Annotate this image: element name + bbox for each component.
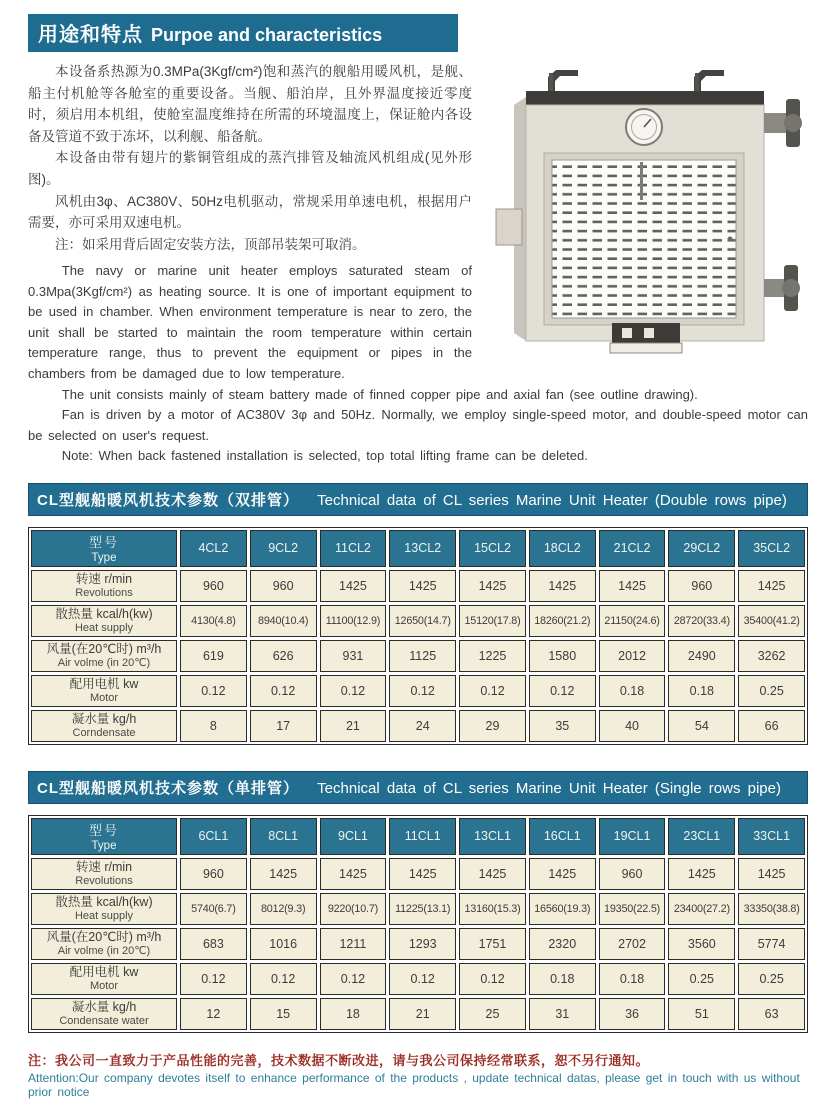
table-value-cell: 28720(33.4)	[668, 605, 735, 637]
table-row-label-cell: 凝水量 kg/h Condensate water	[31, 998, 177, 1030]
table-value-cell: 29	[459, 710, 526, 742]
table-value-cell: 8940(10.4)	[250, 605, 317, 637]
table-value-cell: 12	[180, 998, 247, 1030]
intro-zh-note: 注：如采用背后固定安装方法，顶部吊装架可取消。	[55, 236, 366, 252]
table-value-cell: 31	[529, 998, 596, 1030]
table-value-cell: 0.18	[599, 963, 666, 995]
table-value-cell: 1425	[668, 858, 735, 890]
table-value-cell: 0.12	[529, 675, 596, 707]
table2-title-zh: CL型舰船暖风机技术参数（单排管）	[37, 779, 299, 797]
table-value-cell: 1425	[459, 570, 526, 602]
lifting-bracket-icon	[548, 70, 724, 93]
table-model-header-cell: 33CL1	[738, 818, 805, 855]
table-value-cell: 18260(21.2)	[529, 605, 596, 637]
table-model-header-cell: 8CL1	[250, 818, 317, 855]
table-value-cell: 0.12	[459, 963, 526, 995]
intro-zh-paragraph: 风机由3φ、AC380V、50Hz电机驱动，常规采用单速电机，根据用户需要，亦可采用双速电机。	[28, 193, 472, 231]
table-model-header-cell: 11CL1	[389, 818, 456, 855]
table-value-cell: 11225(13.1)	[389, 893, 456, 925]
table-value-cell: 21	[389, 998, 456, 1030]
table1-title-zh: CL型舰船暖风机技术参数（双排管）	[37, 491, 299, 509]
table-value-cell: 2320	[529, 928, 596, 960]
table-value-cell: 1225	[459, 640, 526, 672]
air-grille	[552, 160, 736, 318]
table-value-cell: 931	[320, 640, 387, 672]
table-model-header-cell: 4CL2	[180, 530, 247, 567]
table-model-header-cell: 11CL2	[320, 530, 387, 567]
table-value-cell: 15120(17.8)	[459, 605, 526, 637]
table-value-cell: 54	[668, 710, 735, 742]
table-value-cell: 21	[320, 710, 387, 742]
intro-zh-paragraph: 本设备由带有翅片的紫铜管组成的蒸汽排管及轴流风机组成(见外形图)。	[28, 150, 472, 187]
steam-inlet-flange-icon	[764, 99, 802, 147]
table2-single-rows-pipe	[28, 815, 808, 1033]
table-row-label-cell: 凝水量 kg/h Corndensate	[31, 710, 177, 742]
table-value-cell: 8012(9.3)	[250, 893, 317, 925]
table-value-cell: 0.12	[389, 963, 456, 995]
table2-title-en: Technical data of CL series Marine Unit Heater (Single rows pipe)	[317, 779, 781, 797]
intro-section	[28, 61, 808, 467]
table-value-cell: 0.18	[529, 963, 596, 995]
table-value-cell: 17	[250, 710, 317, 742]
table-value-cell: 960	[250, 570, 317, 602]
table-value-cell: 960	[668, 570, 735, 602]
table-row-label-cell: 转速 r/min Revolutions	[31, 570, 177, 602]
intro-en-note: Note: When back fastened installation is selected, top total lifting frame can be deleted.	[61, 448, 588, 464]
table-value-cell: 0.12	[320, 963, 387, 995]
table-model-header-cell: 13CL1	[459, 818, 526, 855]
table-value-cell: 33350(38.8)	[738, 893, 805, 925]
table-value-cell: 1211	[320, 928, 387, 960]
table-value-cell: 1425	[459, 858, 526, 890]
table-value-cell: 0.12	[389, 675, 456, 707]
section-title-zh: 用途和特点	[38, 24, 143, 46]
table-value-cell: 15	[250, 998, 317, 1030]
table-value-cell: 11100(12.9)	[320, 605, 387, 637]
table-value-cell: 66	[738, 710, 805, 742]
table1-double-rows-pipe	[28, 527, 808, 745]
intro-en-paragraph: Fan is driven by a motor of AC380V 3φ and 50Hz. Normally, we employ single-speed motor, and double-speed motor can be selected on user's request.	[28, 407, 808, 443]
table-value-cell: 35400(41.2)	[738, 605, 805, 637]
table-row-label-cell: 风量(在20℃时) m³/h Air volme (in 20℃)	[31, 928, 177, 960]
table-value-cell: 626	[250, 640, 317, 672]
table-value-cell: 23400(27.2)	[668, 893, 735, 925]
table-row-label-cell: 散热量 kcal/h(kw) Heat supply	[31, 893, 177, 925]
table1-title-bar	[28, 483, 808, 516]
control-panel	[610, 323, 682, 353]
product-photo	[486, 61, 808, 357]
table-value-cell: 9220(10.7)	[320, 893, 387, 925]
table-value-cell: 8	[180, 710, 247, 742]
table-value-cell: 1425	[320, 570, 387, 602]
table-value-cell: 0.18	[668, 675, 735, 707]
intro-zh-paragraph: 本设备系热源为0.3MPa(3Kgf/cm²)饱和蒸汽的舰船用暖风机，是舰、船主付机舱等各舱室的重要设备。当舰、船泊岸，且外界温度接近零度时，须启用本机组，使舱室温度维持在所需的环境温度上，保证舱内各设备及管道不致于冻坏，以利舰、船备航。	[28, 64, 472, 144]
table-value-cell: 18	[320, 998, 387, 1030]
table-model-header-cell: 9CL1	[320, 818, 387, 855]
table-value-cell: 0.25	[668, 963, 735, 995]
table-value-cell: 0.12	[180, 675, 247, 707]
table-value-cell: 13160(15.3)	[459, 893, 526, 925]
table-value-cell: 1425	[529, 858, 596, 890]
pressure-gauge-icon	[626, 109, 662, 145]
table-value-cell: 1425	[320, 858, 387, 890]
table-value-cell: 0.12	[250, 675, 317, 707]
table-value-cell: 2702	[599, 928, 666, 960]
table-value-cell: 16560(19.3)	[529, 893, 596, 925]
table-model-header-cell: 16CL1	[529, 818, 596, 855]
table-value-cell: 683	[180, 928, 247, 960]
table-model-header-cell: 13CL2	[389, 530, 456, 567]
table-row-label-cell: 配用电机 kw Motor	[31, 675, 177, 707]
table-model-header-cell: 6CL1	[180, 818, 247, 855]
table-value-cell: 2490	[668, 640, 735, 672]
table-value-cell: 35	[529, 710, 596, 742]
table-value-cell: 1125	[389, 640, 456, 672]
table-value-cell: 960	[180, 570, 247, 602]
table-value-cell: 0.25	[738, 675, 805, 707]
table-value-cell: 0.25	[738, 963, 805, 995]
table-value-cell: 19350(22.5)	[599, 893, 666, 925]
condensate-outlet-flange-icon	[764, 265, 800, 311]
table-model-header-cell: 15CL2	[459, 530, 526, 567]
table-type-header-cell: 型号 Type	[31, 530, 177, 567]
table-value-cell: 1751	[459, 928, 526, 960]
table-value-cell: 5774	[738, 928, 805, 960]
table1-title-en: Technical data of CL series Marine Unit Heater (Double rows pipe)	[317, 491, 787, 509]
table-value-cell: 960	[180, 858, 247, 890]
section-title-en: Purpoe and characteristics	[151, 25, 383, 45]
table-value-cell: 5740(6.7)	[180, 893, 247, 925]
table-value-cell: 12650(14.7)	[389, 605, 456, 637]
table-model-header-cell: 18CL2	[529, 530, 596, 567]
table-value-cell: 40	[599, 710, 666, 742]
table2-title-bar	[28, 771, 808, 804]
table-value-cell: 0.12	[180, 963, 247, 995]
intro-en-paragraph: The navy or marine unit heater employs saturated steam of 0.3Mpa(3Kgf/cm²) as heating source. It is one of important equipment to be used in chamber. When environment temperature is near to zero, the unit shall be started to maintain the room temperature within certain temperature range, thus to prevent the equipment or pipes in the chambers from be damaged due to low temperature.	[28, 263, 472, 381]
table-row-label-cell: 散热量 kcal/h(kw) Heat supply	[31, 605, 177, 637]
side-junction-box	[496, 209, 522, 245]
table-value-cell: 1425	[738, 858, 805, 890]
table-value-cell: 1425	[738, 570, 805, 602]
table-value-cell: 2012	[599, 640, 666, 672]
footer-note-en: Attention:Our company devotes itself to enhance performance of the products , update technical datas, please get in touch with us without prior notice	[28, 1070, 800, 1099]
table-value-cell: 1425	[250, 858, 317, 890]
table-type-header-cell: 型号 Type	[31, 818, 177, 855]
intro-en-paragraph: The unit consists mainly of steam battery made of finned copper pipe and axial fan (see outline drawing).	[61, 386, 698, 402]
table-value-cell: 4130(4.8)	[180, 605, 247, 637]
table-row-label-cell: 风量(在20℃时) m³/h Air volme (in 20℃)	[31, 640, 177, 672]
table-value-cell: 36	[599, 998, 666, 1030]
table-model-header-cell: 19CL1	[599, 818, 666, 855]
table-value-cell: 24	[389, 710, 456, 742]
table-value-cell: 1016	[250, 928, 317, 960]
footer-note-zh: 注：我公司一直致力于产品性能的完善，技术数据不断改进，请与我公司保持经常联系，恕不另行通知。	[28, 1052, 650, 1068]
table-model-header-cell: 9CL2	[250, 530, 317, 567]
table-value-cell: 63	[738, 998, 805, 1030]
table-value-cell: 1425	[389, 570, 456, 602]
table-value-cell: 960	[599, 858, 666, 890]
table-value-cell: 21150(24.6)	[599, 605, 666, 637]
table-value-cell: 1580	[529, 640, 596, 672]
table-value-cell: 619	[180, 640, 247, 672]
table-value-cell: 0.12	[250, 963, 317, 995]
table-value-cell: 0.12	[320, 675, 387, 707]
table-value-cell: 3262	[738, 640, 805, 672]
footer-notes	[28, 1050, 808, 1099]
table-value-cell: 1425	[599, 570, 666, 602]
table-row-label-cell: 配用电机 kw Motor	[31, 963, 177, 995]
table-model-header-cell: 21CL2	[599, 530, 666, 567]
table-value-cell: 25	[459, 998, 526, 1030]
table-value-cell: 1425	[389, 858, 456, 890]
table-value-cell: 3560	[668, 928, 735, 960]
table-value-cell: 0.18	[599, 675, 666, 707]
table-value-cell: 1293	[389, 928, 456, 960]
section-title-bar	[28, 14, 458, 52]
table-model-header-cell: 23CL1	[668, 818, 735, 855]
table-model-header-cell: 35CL2	[738, 530, 805, 567]
table-value-cell: 1425	[529, 570, 596, 602]
table-value-cell: 0.12	[459, 675, 526, 707]
table-row-label-cell: 转速 r/min Revolutions	[31, 858, 177, 890]
table-model-header-cell: 29CL2	[668, 530, 735, 567]
table-value-cell: 51	[668, 998, 735, 1030]
